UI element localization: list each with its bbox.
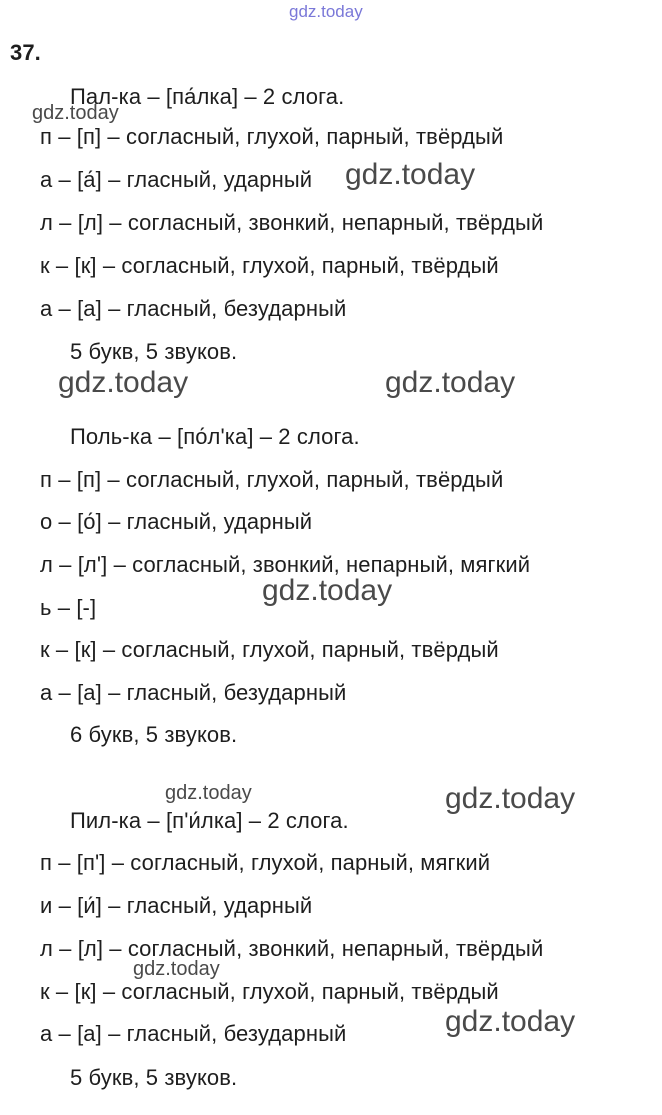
watermark: gdz.today [165,782,252,804]
word-title: Пал-ка – [па́лка] – 2 слога. [70,84,345,109]
letter-row: а – [а] – гласный, безударный [40,296,347,321]
letter-row: и – [и́] – гласный, ударный [40,893,313,918]
watermark: gdz.today [262,574,393,607]
letter-row: а – [а] – гласный, безударный [40,680,347,705]
letter-row: п – [п] – согласный, глухой, парный, твёрдый [40,124,504,149]
letter-row: п – [п'] – согласный, глухой, парный, мягкий [40,850,491,875]
watermark: gdz.today [445,782,576,815]
letter-row: к – [к] – согласный, глухой, парный, твёрдый [40,979,499,1004]
watermark: gdz.today [32,102,119,124]
letter-row: л – [л] – согласный, звонкий, непарный, твёрдый [40,936,544,961]
letter-row: л – [л'] – согласный, звонкий, непарный, мягкий [40,552,531,577]
site-header-watermark: gdz.today [289,2,363,21]
word-title: Поль-ка – [по́л'ка] – 2 слога. [70,424,360,449]
letter-row: о – [о́] – гласный, ударный [40,509,313,534]
watermark: gdz.today [345,158,476,191]
letter-row: к – [к] – согласный, глухой, парный, твёрдый [40,637,499,662]
exercise-number: 37. [10,40,41,65]
word-summary: 6 букв, 5 звуков. [70,722,238,747]
letter-row: а – [а] – гласный, безударный [40,1021,347,1046]
watermark: gdz.today [58,366,189,399]
word-title: Пил-ка – [п'и́лка] – 2 слога. [70,808,349,833]
word-summary: 5 букв, 5 звуков. [70,1065,238,1090]
word-summary: 5 букв, 5 звуков. [70,339,238,364]
watermark: gdz.today [445,1005,576,1038]
letter-row: а – [а́] – гласный, ударный [40,167,313,192]
watermark: gdz.today [133,958,220,980]
letter-row: к – [к] – согласный, глухой, парный, твёрдый [40,253,499,278]
letter-row: п – [п] – согласный, глухой, парный, твёрдый [40,467,504,492]
letter-row: л – [л] – согласный, звонкий, непарный, твёрдый [40,210,544,235]
letter-row: ь – [-] [40,595,97,620]
watermark: gdz.today [385,366,516,399]
